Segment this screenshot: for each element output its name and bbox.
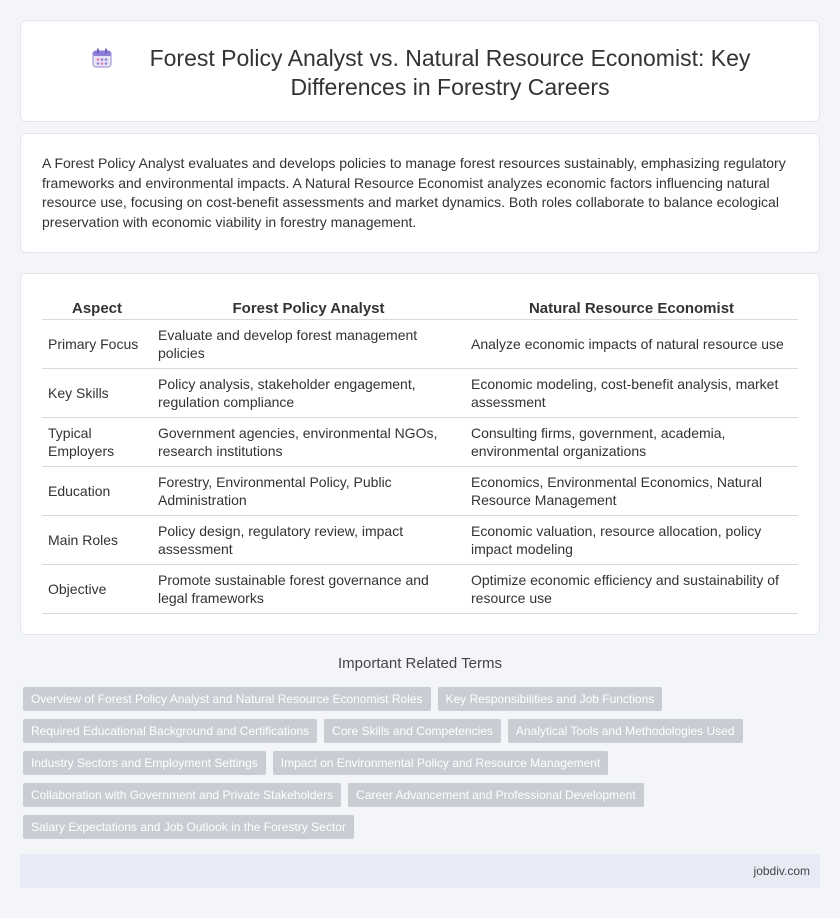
row-economist-cell: Analyze economic impacts of natural resource use [465, 320, 798, 369]
row-economist-cell: Economic valuation, resource allocation, policy impact modeling [465, 516, 798, 565]
row-analyst-cell: Evaluate and develop forest management policies [152, 320, 465, 369]
row-analyst-cell: Forestry, Environmental Policy, Public Administration [152, 467, 465, 516]
intro-card [20, 133, 820, 253]
row-economist-cell: Economic modeling, cost-benefit analysis, market assessment [465, 369, 798, 418]
header-forest-policy-analyst: Forest Policy Analyst [152, 296, 465, 320]
related-term-tag[interactable]: Core Skills and Competencies [324, 719, 501, 743]
row-economist-cell: Optimize economic efficiency and sustainability of resource use [465, 565, 798, 614]
header-aspect: Aspect [42, 296, 152, 320]
table-row [42, 516, 798, 565]
row-aspect: Education [42, 467, 152, 516]
footer-site-link[interactable]: jobdiv.com [753, 864, 810, 878]
related-term-tag[interactable]: Impact on Environmental Policy and Resource Management [273, 751, 609, 775]
related-term-tag[interactable]: Industry Sectors and Employment Settings [23, 751, 266, 775]
related-terms-list [23, 687, 823, 847]
related-term-tag[interactable]: Career Advancement and Professional Development [348, 783, 644, 807]
row-economist-cell: Consulting firms, government, academia, environmental organizations [465, 418, 798, 467]
footer [20, 854, 820, 888]
related-term-tag[interactable]: Salary Expectations and Job Outlook in the Forestry Sector [23, 815, 354, 839]
row-analyst-cell: Government agencies, environmental NGOs, research institutions [152, 418, 465, 467]
row-analyst-cell: Policy design, regulatory review, impact assessment [152, 516, 465, 565]
header-natural-resource-economist: Natural Resource Economist [465, 296, 798, 320]
table-row [42, 418, 798, 467]
page-title: Forest Policy Analyst vs. Natural Resource Economist: Key Differences in Forestry Careers [149, 45, 751, 100]
row-aspect: Objective [42, 565, 152, 614]
row-aspect: Primary Focus [42, 320, 152, 369]
row-aspect: Typical Employers [42, 418, 152, 467]
comparison-table [42, 296, 798, 614]
intro-paragraph: A Forest Policy Analyst evaluates and develops policies to manage forest resources sustainably, emphasizing regulatory frameworks and environmental impacts. A Natural Resource Economist analyzes economic factors influencing natural resource use, focusing on cost-benefit assessments and market dynamics. Both roles collaborate to balance ecological preservation with economic viability in forestry management. [42, 155, 786, 230]
row-economist-cell: Economics, Environmental Economics, Natural Resource Management [465, 467, 798, 516]
comparison-card [20, 273, 820, 635]
table-row [42, 320, 798, 369]
related-term-tag[interactable]: Required Educational Background and Certifications [23, 719, 317, 743]
table-header-row [42, 296, 798, 320]
related-term-tag[interactable]: Overview of Forest Policy Analyst and Natural Resource Economist Roles [23, 687, 431, 711]
related-term-tag[interactable]: Key Responsibilities and Job Functions [438, 687, 663, 711]
row-aspect: Key Skills [42, 369, 152, 418]
related-term-tag[interactable]: Analytical Tools and Methodologies Used [508, 719, 743, 743]
table-row [42, 369, 798, 418]
row-analyst-cell: Promote sustainable forest governance and legal frameworks [152, 565, 465, 614]
related-term-tag[interactable]: Collaboration with Government and Private Stakeholders [23, 783, 341, 807]
row-aspect: Main Roles [42, 516, 152, 565]
table-row [42, 467, 798, 516]
row-analyst-cell: Policy analysis, stakeholder engagement, regulation compliance [152, 369, 465, 418]
table-row [42, 565, 798, 614]
title-card [20, 20, 820, 122]
related-terms-heading: Important Related Terms [338, 655, 502, 672]
